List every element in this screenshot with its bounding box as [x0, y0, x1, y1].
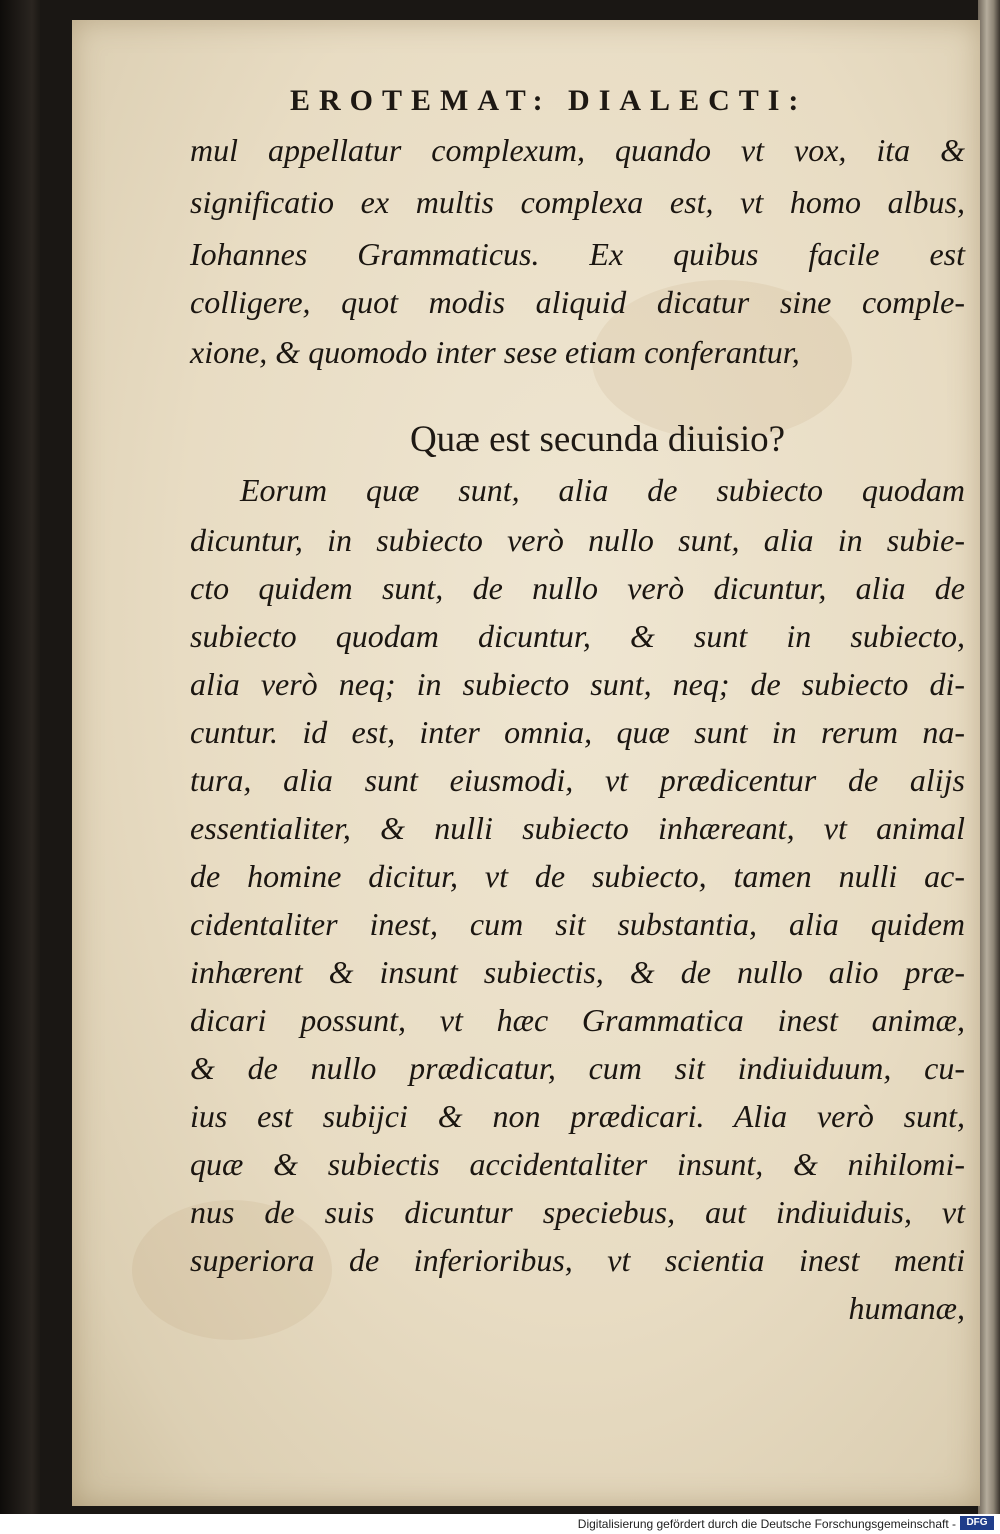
- text-line: quæ & subiectis accidentaliter insunt, & nihilomi-: [190, 1146, 965, 1182]
- text-line: cuntur. id est, inter omnia, quæ sunt in rerum na-: [190, 714, 965, 750]
- dfg-logo: DFG: [960, 1516, 994, 1530]
- text-line: inhærent & insunt subiectis, & de nullo alio præ-: [190, 954, 965, 990]
- text-line: nus de suis dicuntur speciebus, aut indiuiduis, vt: [190, 1194, 965, 1230]
- text-line: cto quidem sunt, de nullo verò dicuntur, alia de: [190, 570, 965, 606]
- text-line: xione, & quomodo inter sese etiam conferantur,: [190, 334, 800, 370]
- text-line: colligere, quot modis aliquid dicatur sine comple-: [190, 284, 965, 320]
- text-line: de homine dicitur, vt de subiecto, tamen nulli ac-: [190, 858, 965, 894]
- text-line: alia verò neq; in subiecto sunt, neq; de subiecto di-: [190, 666, 965, 702]
- catchword: humanæ,: [848, 1290, 965, 1326]
- text-line: mul appellatur complexum, quando vt vox, ita &: [190, 132, 965, 168]
- running-head: EROTEMAT: DIALECTI:: [290, 84, 808, 117]
- text-line: dicuntur, in subiecto verò nullo sunt, alia in subie-: [190, 522, 965, 558]
- digitization-footer: [0, 1514, 1000, 1534]
- text-line: dicari possunt, vt hæc Grammatica inest animæ,: [190, 1002, 965, 1038]
- text-line: essentialiter, & nulli subiecto inhæreant, vt animal: [190, 810, 965, 846]
- page-edge: [978, 0, 1000, 1514]
- text-line: Eorum quæ sunt, alia de subiecto quodam: [240, 472, 965, 508]
- section-heading: Quæ est secunda diuisio?: [409, 419, 786, 460]
- text-line: & de nullo prædicatur, cum sit indiuiduum, cu-: [190, 1050, 965, 1086]
- book-binding-shadow: [0, 0, 40, 1514]
- text-line: significatio ex multis complexa est, vt homo albus,: [190, 184, 965, 220]
- text-line: ius est subijci & non prædicari. Alia verò sunt,: [190, 1098, 965, 1134]
- funding-credit: Digitalisierung gefördert durch die Deutsche Forschungsgemeinschaft -: [577, 1517, 956, 1531]
- text-line: tura, alia sunt eiusmodi, vt prædicentur de alijs: [190, 762, 965, 798]
- text-line: Iohannes Grammaticus. Ex quibus facile est: [190, 236, 965, 272]
- text-line: subiecto quodam dicuntur, & sunt in subiecto,: [190, 618, 965, 654]
- text-line: cidentaliter inest, cum sit substantia, alia quidem: [190, 906, 965, 942]
- text-line: superiora de inferioribus, vt scientia inest menti: [190, 1242, 965, 1278]
